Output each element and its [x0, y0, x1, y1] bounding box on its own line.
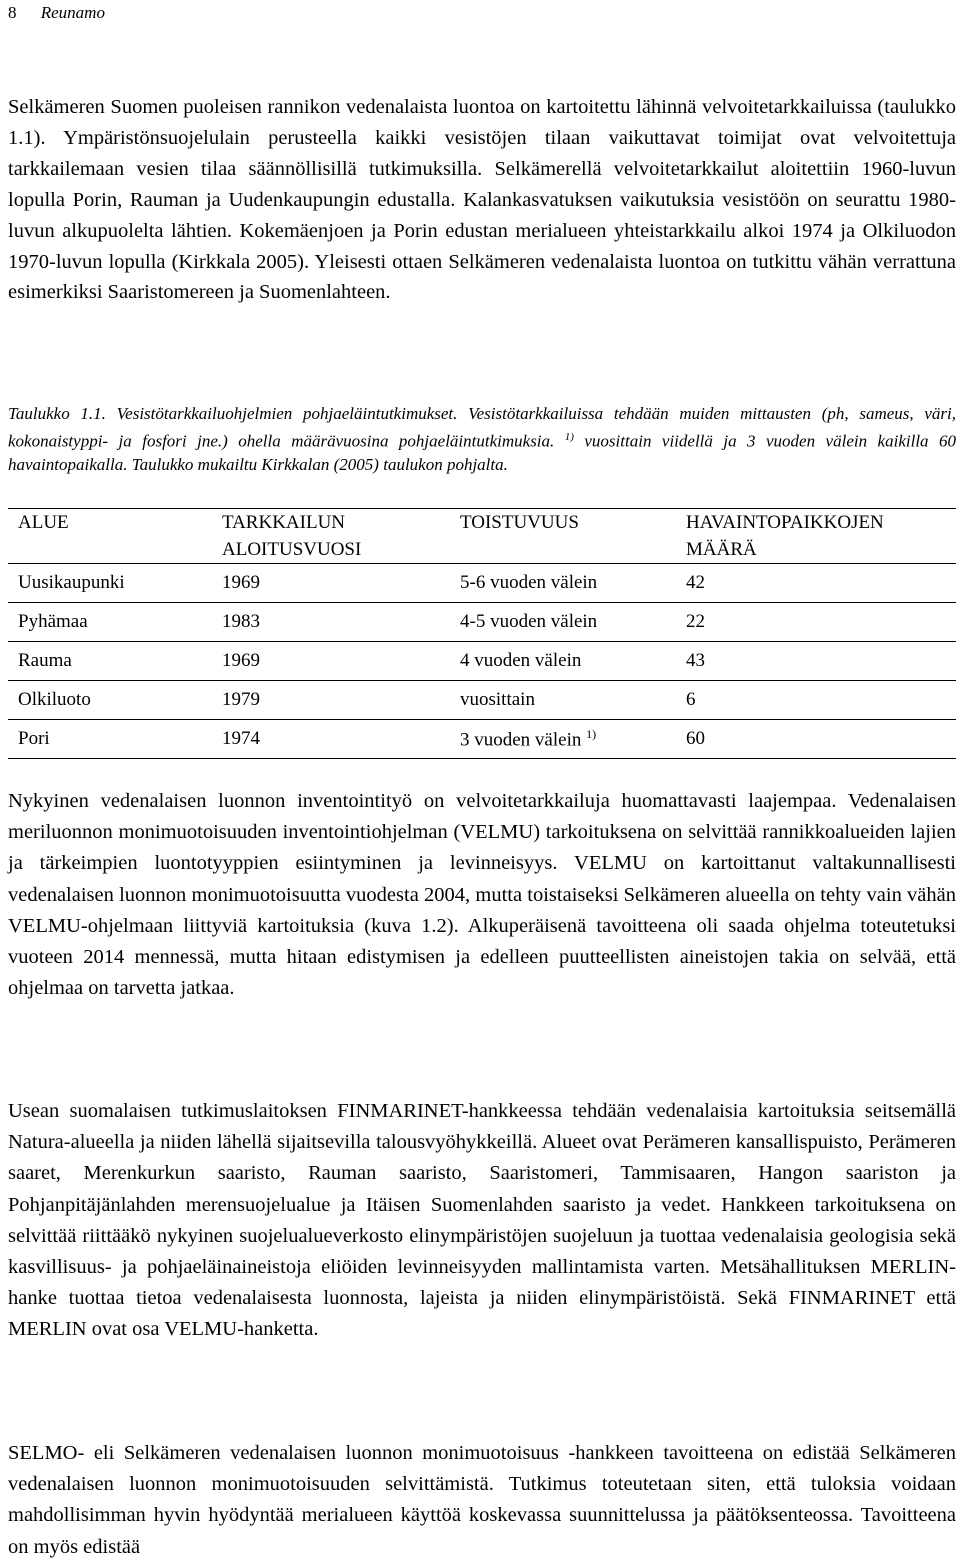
table-row: [8, 681, 956, 720]
table-row: [8, 603, 956, 642]
caption-lead: Taulukko 1.1. Vesistötarkkailuohjelmien pohjaeläintutkimukset. Vesistötarkkailuissa tehdään muiden mittausten (ph, sameus, väri, kokonaistyppi- ja fosfori jne.) ohella määrävuosina pohjaeläintutkimuksia.: [8, 404, 956, 451]
toistuvuus-text: 5-6 vuoden välein: [460, 572, 598, 593]
cell-maara: 43: [686, 650, 705, 671]
cell-toistuvuus: [450, 642, 676, 681]
cell-toistuvuus: [450, 564, 676, 603]
cell-alue: Uusikaupunki: [18, 572, 125, 593]
cell-vuosi: 1983: [222, 611, 260, 632]
header-toistuvuus: TOISTUVUUS: [460, 512, 579, 533]
paragraph-intro: Selkämeren Suomen puoleisen rannikon vedenalaista luontoa on kartoitettu lähinnä velvoitetarkkailuissa (taulukko 1.1). Ympäristönsuojelulain perusteella kaikki vesistöjen tilaan vaikuttavat toimijat ovat velvoitettuja tarkkailemaan vesien tilaa säännöllisillä tutkimuksilla. Selkämerellä velvoitetarkkailut aloitettiin 1960-luvun lopulla Porin, Rauman ja Uudenkaupungin edustalla. Kalankasvatuksen vaikutuksia vesistöön on seurattu 1980-luvun alkupuolelta lähtien. Kokemäenjoen ja Porin edustan merialueen yhteistarkkailu alkoi 1974 ja Olkiluodon 1970-luvun lopulla (Kirkkala 2005). Yleisesti ottaen Selkämeren vedenalaista luontoa on tutkittu vähän verrattuna esimerkiksi Saaristomereen ja Suomenlahteen.: [8, 96, 956, 304]
cell-maara: 60: [686, 728, 705, 749]
caption-note-mark: 1): [564, 430, 574, 443]
header-aloitusvuosi: TARKKAILUN ALOITUSVUOSI: [222, 512, 362, 560]
cell-maara: 42: [686, 572, 705, 593]
cell-vuosi: 1969: [222, 650, 260, 671]
page-number: 8: [8, 3, 17, 22]
cell-toistuvuus: [450, 720, 676, 759]
toistuvuus-text: 4 vuoden välein: [460, 650, 582, 671]
header-alue: ALUE: [18, 512, 69, 533]
paragraph-selmo: SELMO- eli Selkämeren vedenalaisen luonnon monimuotoisuus -hankkeen tavoitteena on edistää Selkämeren vedenalaisen luonnon monimuotoisuuden selvittämistä. Tutkimus toteutetaan siten, että tuloksia voidaan mahdollisimman hyvin hyödyntää merialueen käyttöä koskevassa suunnittelussa ja päätöksenteossa. Tavoitteena on myös edistää: [8, 1442, 956, 1558]
page-header: [8, 3, 105, 23]
table-caption: [8, 402, 956, 476]
table-row: [8, 564, 956, 603]
toistuvuus-text: vuosittain: [460, 689, 535, 710]
paragraph-finmarinet: Usean suomalaisen tutkimuslaitoksen FINMARINET-hankkeessa tehdään vedenalaisia kartoituksia seitsemällä Natura-alueella ja niiden lähellä sijaitsevilla talousvyöhykkeillä. Alueet ovat Perämeren kansallispuisto, Perämeren saaret, Merenkurkun saaristo, Rauman saaristo, Saaristomeri, Tammisaaren, Hangon saariston ja Pohjanpitäjänlahden merensuojelualue ja Itäisen Suomenlahden saaristo ja vedet. Hankkeen tarkoituksena on selvittää riittääkö nykyinen suojelualueverkosto elinympäristöjen suojeluun ja tuottaa vedenalaisia geologisia sekä kasvillisuus- ja pohjaeläinaineistoja eliöiden levinneisyyden mallintamista varten. Metsähallituksen MERLIN-hanke tuottaa tietoa vedenalaisesta luonnosta, lajeista ja niiden elinympäristöistä. Sekä FINMARINET että MERLIN ovat osa VELMU-hanketta.: [8, 1100, 956, 1341]
toistuvuus-text: 3 vuoden välein: [460, 729, 582, 751]
caption-tail: vuosittain viidellä ja 3 vuoden välein kaikilla 60 havaintopaikalla. Taulukko mukailtu Kirkkalan (2005) taulukon pohjalta.: [8, 431, 957, 474]
cell-alue: Olkiluoto: [18, 689, 91, 710]
cell-vuosi: 1979: [222, 689, 260, 710]
cell-toistuvuus: [450, 681, 676, 720]
cell-alue: Pori: [18, 728, 50, 749]
cell-vuosi: 1969: [222, 572, 260, 593]
toistuvuus-text: 4-5 vuoden välein: [460, 611, 598, 632]
cell-alue: Pyhämaa: [18, 611, 88, 632]
cell-toistuvuus: [450, 603, 676, 642]
monitoring-table: [8, 508, 956, 759]
table-row: [8, 720, 956, 759]
cell-maara: 22: [686, 611, 705, 632]
table-header-row: [8, 509, 956, 564]
cell-maara: 6: [686, 689, 696, 710]
header-havaintopaikat: HAVAINTOPAIKKOJEN MÄÄRÄ: [686, 512, 884, 560]
paragraph-velmu: Nykyinen vedenalaisen luonnon inventointityö on velvoitetarkkailuja huomattavasti laajempaa. Vedenalaisen meriluonnon monimuotoisuuden inventointiohjelman (VELMU) tarkoituksena on selvittää rannikkoalueiden lajien ja tärkeimpien luontotyyppien esiintyminen ja levinneisyys. VELMU on kartoittanut valtakunnallisesti vedenalaisen luonnon monimuotoisuutta vuodesta 2004, mutta toistaiseksi Selkämeren alueella on tehty vain vähän VELMU-ohjelmaan liittyviä kartoituksia (kuva 1.2). Alkuperäisenä tavoitteena oli saada ohjelma toteutetuksi vuoteen 2014 mennessä, mutta hitaan edistymisen ja edelleen puutteellisten aineistojen takia on selvää, että ohjelmaa on tarvetta jatkaa.: [8, 790, 956, 1000]
table-row: [8, 642, 956, 681]
running-title: Reunamo: [40, 3, 105, 22]
cell-vuosi: 1974: [222, 728, 260, 749]
footnote-mark: 1): [586, 726, 597, 741]
cell-alue: Rauma: [18, 650, 72, 671]
